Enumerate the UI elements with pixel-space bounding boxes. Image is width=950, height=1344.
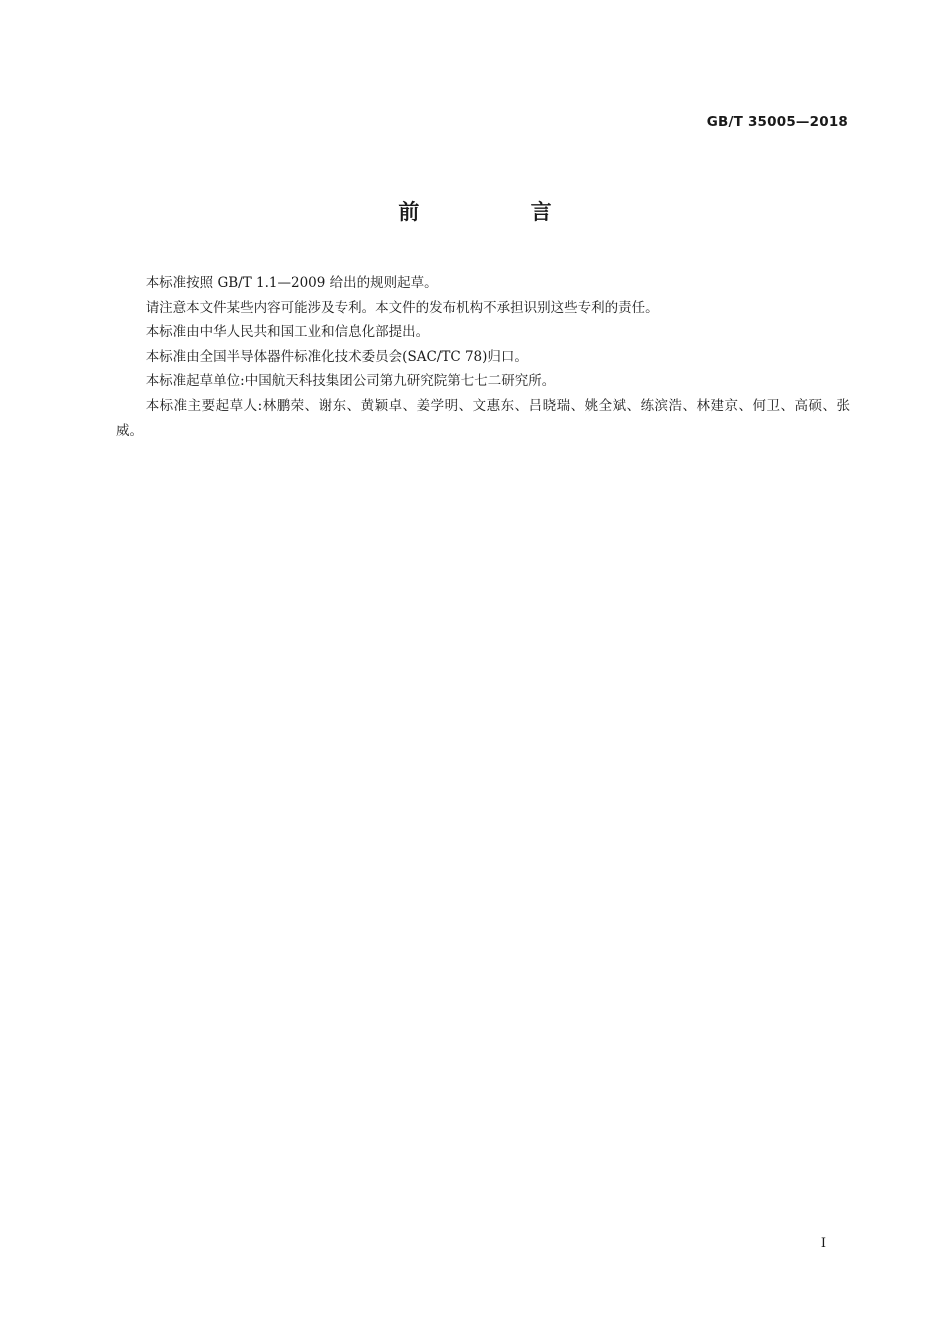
standard-code: GB/T 35005—2018 (706, 114, 848, 130)
paragraph-drafting-organization: 本标准起草单位:中国航天科技集团公司第九研究院第七七二研究所。 (145, 373, 556, 390)
paragraph-drafters: 本标准主要起草人:林鹏荣、谢东、黄颖卓、姜学明、文惠东、吕晓瑞、姚全斌、练滨浩、林建京、何卫、高硕、张威。 (116, 397, 850, 439)
paragraph-patent-notice: 请注意本文件某些内容可能涉及专利。本文件的发布机构不承担识别这些专利的责任。 (145, 299, 659, 316)
section-title: 前 言 (398, 200, 604, 224)
paragraph-proposer: 本标准由中华人民共和国工业和信息化部提出。 (145, 324, 430, 341)
paragraph-drafting-rules: 本标准按照 GB/T 1.1—2009 给出的规则起草。 (145, 275, 438, 291)
paragraph-technical-committee: 本标准由全国半导体器件标准化技术委员会(SAC/TC 78)归口。 (145, 348, 528, 365)
foreword-body (116, 271, 850, 443)
page-number: I (820, 1236, 826, 1251)
